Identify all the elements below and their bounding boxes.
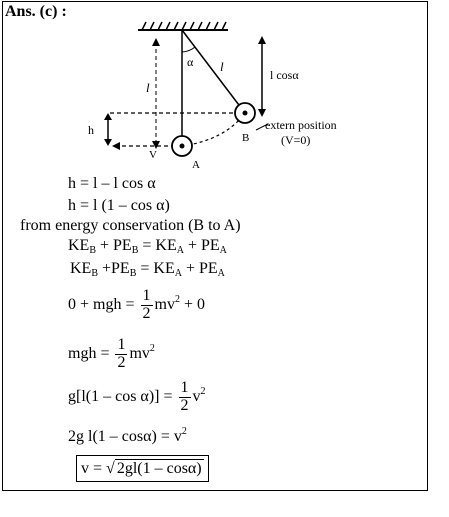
- label-alpha: α: [187, 55, 194, 69]
- eq-2gl: 2g $l(1 - \cos\alpha) = v^2$: [68, 426, 187, 445]
- eq-energy-1: $KE_B + PE_B = KE_A + PE_A$: [68, 237, 227, 256]
- inclined-string: [182, 30, 245, 113]
- eq-h-2: h = l (1 – cos α): [68, 197, 170, 214]
- ceiling: [138, 22, 228, 30]
- label-l-diagonal: l: [220, 59, 224, 74]
- pendulum-diagram: [0, 0, 449, 180]
- energy-conservation-text: from energy conservation (B to A): [20, 217, 241, 234]
- final-answer-box: v = √ 2gl(1 – cosα): [76, 455, 209, 482]
- bob-a: [172, 136, 192, 156]
- eq-mgh: mgh = $\frac{1}{2}$ $mv^2$: [68, 336, 155, 371]
- sqrt-sign: √: [106, 460, 115, 477]
- label-b: B: [242, 132, 250, 144]
- lcos-dimension-arrow: [258, 36, 266, 117]
- velocity-arrow: [112, 142, 120, 150]
- answer-heading: Ans. (c) :: [5, 3, 67, 20]
- eq-h-1: h = l – l cos α: [68, 175, 156, 192]
- bob-b: [235, 103, 255, 123]
- eq-g-l: g[l(1 – cos α)] = $\frac{1}{2}$ $v^2$: [68, 379, 206, 414]
- label-h: h: [88, 123, 94, 137]
- eq-mgh-zero: 0 + mgh = $\frac{1}{2}$ $mv^2 + 0$: [68, 287, 205, 322]
- alpha-arc: [182, 47, 195, 52]
- h-dimension-arrow: [104, 113, 112, 146]
- eq-energy-2: $KE_B +PE_B = KE_A + PE_A$: [70, 260, 225, 279]
- label-v: V: [149, 149, 157, 161]
- sqrt-content: 2gl(1 – cosα): [116, 460, 202, 477]
- label-lcos-alpha: l cosα: [270, 68, 299, 82]
- label-v-zero: (V=0): [281, 133, 311, 147]
- label-extreme-position: extern position: [265, 118, 337, 132]
- label-l-vertical: l: [146, 80, 150, 95]
- label-a: A: [192, 159, 200, 171]
